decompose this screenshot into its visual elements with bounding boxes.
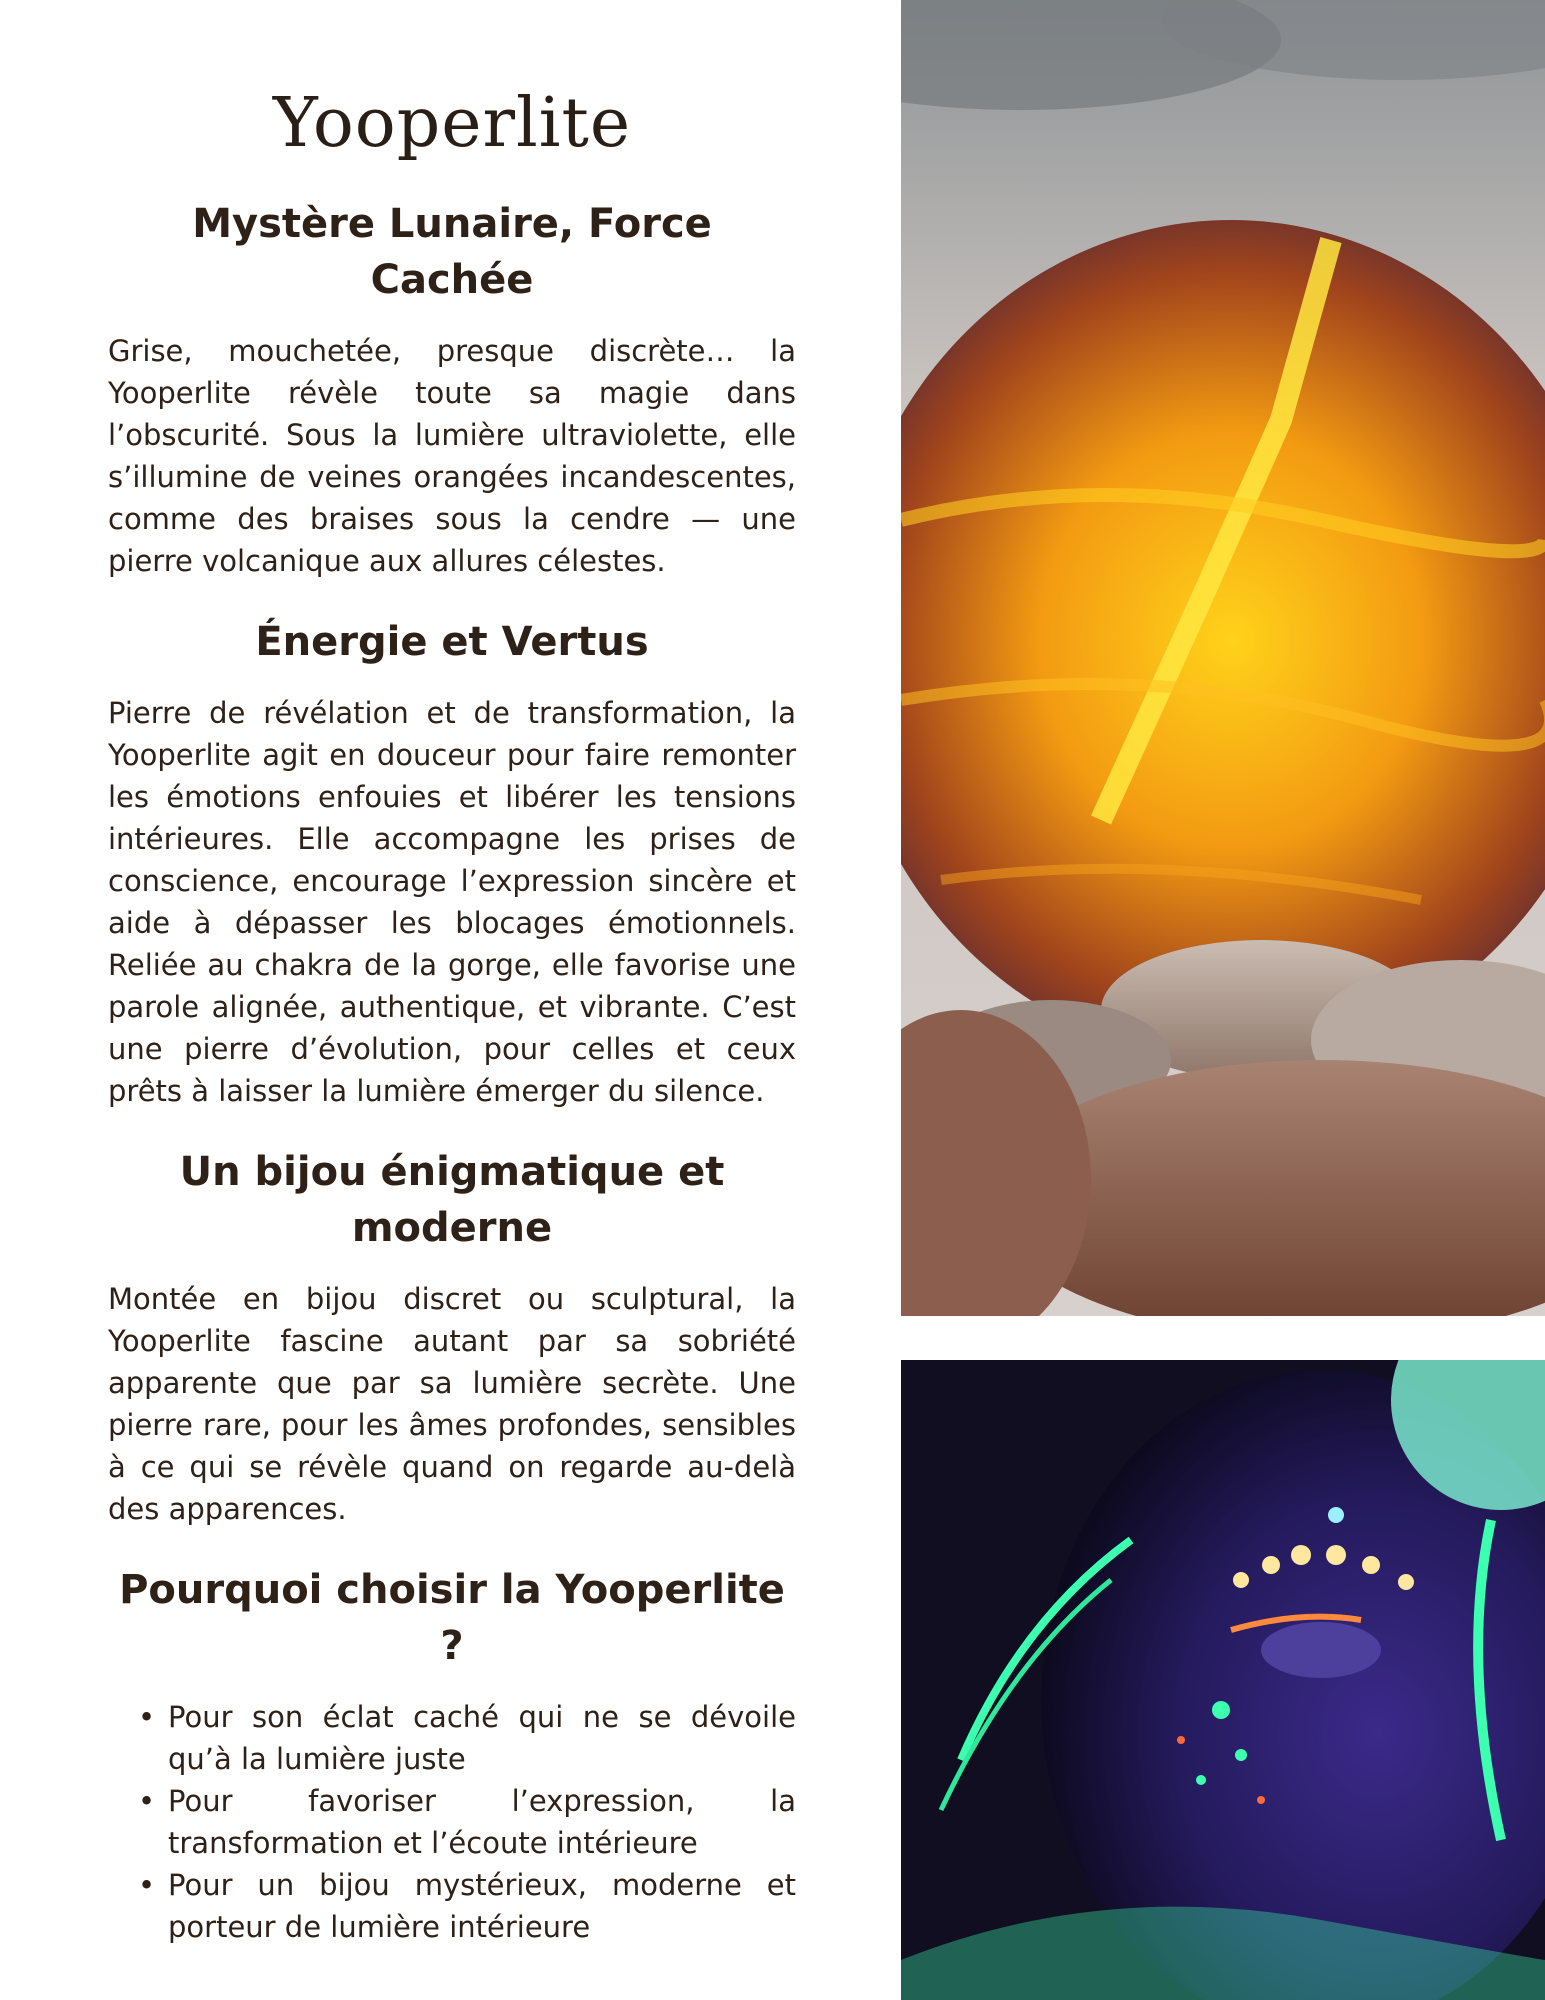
list-item-text: Pour son éclat caché qui ne se dévoile qu’à la lumière juste [168,1700,796,1777]
list-item [138,1864,796,1948]
bullet-icon: • [138,1700,156,1735]
bullet-icon: • [138,1784,156,1819]
reasons-list [108,1696,796,1948]
text-column [108,80,796,1948]
page-title: Yooperlite [272,84,632,163]
list-item [138,1696,796,1780]
section-heading-mystery: Mystère Lunaire, Force Cachée [192,201,712,304]
list-item-text: Pour un bijou mystérieux, moderne et porteur de lumière intérieure [168,1868,796,1945]
section-body-jewel: Montée en bijou discret ou sculptural, la Yooperlite fascine autant par sa sobriété apparente que par sa lumière secrète. Une pierre rare, pour les âmes profondes, sensibles à ce qui se révèle quand on regarde au-delà des apparences. [108,1282,796,1527]
glowing-stone-photo [901,0,1545,1316]
list-item [138,1780,796,1864]
section-body-mystery: Grise, mouchetée, presque discrète… la Yooperlite révèle toute sa magie dans l’obscurité. Sous la lumière ultraviolette, elle s’illumine de veines orangées incandescentes, comme des braises sous la cendre — une pierre volcanique aux allures célestes. [108,334,796,579]
bullet-icon: • [138,1868,156,1903]
section-heading-energy: Énergie et Vertus [255,619,649,666]
section-heading-why: Pourquoi choisir la Yooperlite ? [119,1567,785,1670]
section-body-energy: Pierre de révélation et de transformation, la Yooperlite agit en douceur pour faire remonter les émotions enfouies et libérer les tensions intérieures. Elle accompagne les prises de conscience, encourage l’expression sincère et aide à dépasser les blocages émotionnels. Reliée au chakra de la gorge, elle favorise une parole alignée, authentique, et vibrante. C’est une pierre d’évolution, pour celles et ceux prêts à laisser la lumière émerger du silence. [108,696,796,1109]
section-heading-jewel: Un bijou énigmatique et moderne [179,1149,725,1252]
uv-face-photo [901,1360,1545,2000]
list-item-text: Pour favoriser l’expression, la transformation et l’écoute intérieure [168,1784,796,1861]
